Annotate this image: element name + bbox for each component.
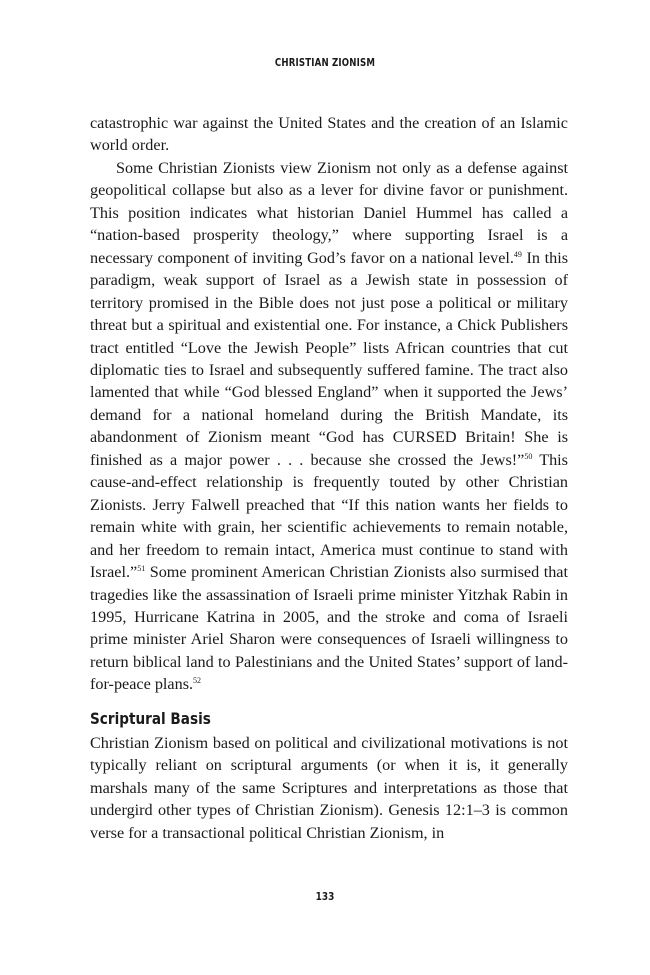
paragraph-1: catastrophic war against the United States and the creation of an Islamic world order.	[90, 114, 568, 155]
body-text	[90, 112, 568, 844]
footnote-ref-52: 52	[193, 676, 202, 686]
page-number: 133	[315, 891, 335, 903]
footnote-ref-51: 51	[137, 564, 146, 574]
footnote-ref-50: 50	[524, 451, 533, 461]
running-head: CHRISTIAN ZIONISM	[274, 57, 376, 69]
paragraph-2-text-3: This cause-and-effect relationship is frequently touted by other Christian Zionists. Jerry Falwell preached that “If this nation wants her fields to remain white with grain, her scientific achievements to remain notable, and her freedom to remain intact, America must continue to stand with Israel.”	[90, 450, 568, 582]
paragraph-2	[90, 157, 568, 696]
paragraph-2-text-4: Some prominent American Christian Zionists also surmised that tragedies like the assassination of Israeli prime minister Yitzhak Rabin in 1995, Hurricane Katrina in 2005, and the stroke and coma of Israeli prime minister Ariel Sharon were consequences of Israeli willingness to return biblical land to Palestinians and the United States’ support of land-for-peace plans.	[90, 563, 568, 694]
paragraph-3: Christian Zionism based on political and civilizational motivations is not typically reliant on scriptural arguments (or when it is, it generally marshals many of the same Scriptures and interpretations as those that undergird other types of Christian Zionism). Genesis 12:1–3 is common verse for a transactional political Christian Zionism, in	[90, 733, 568, 842]
paragraph-2-text-1: Some Christian Zionists view Zionism not only as a defense against geopolitical collapse but also as a lever for divine favor or punishment. This position indicates what historian Daniel Hummel has called a “nation-based prosperity theology,” where supporting Israel is a necessary component of inviting God’s favor on a national level.	[90, 158, 568, 267]
footnote-ref-49: 49	[513, 249, 522, 259]
section-heading: Scriptural Basis	[90, 708, 211, 728]
paragraph-2-text-2: In this paradigm, weak support of Israel as a Jewish state in possession of territory promised in the Bible does not just pose a political or military threat but a spiritual and existential one. For instance, a Chick Publishers tract entitled “Love the Jewish People” lists African countries that cut diplomatic ties to Israel and subsequently suffered famine. The tract also lamented that while “God blessed England” when it supported the Jews’ demand for a national homeland during the British Mandate, its abandonment of Zionism meant “God has CURSED Britain! She is finished as a major power . . . because she crossed the Jews!”	[90, 248, 568, 469]
